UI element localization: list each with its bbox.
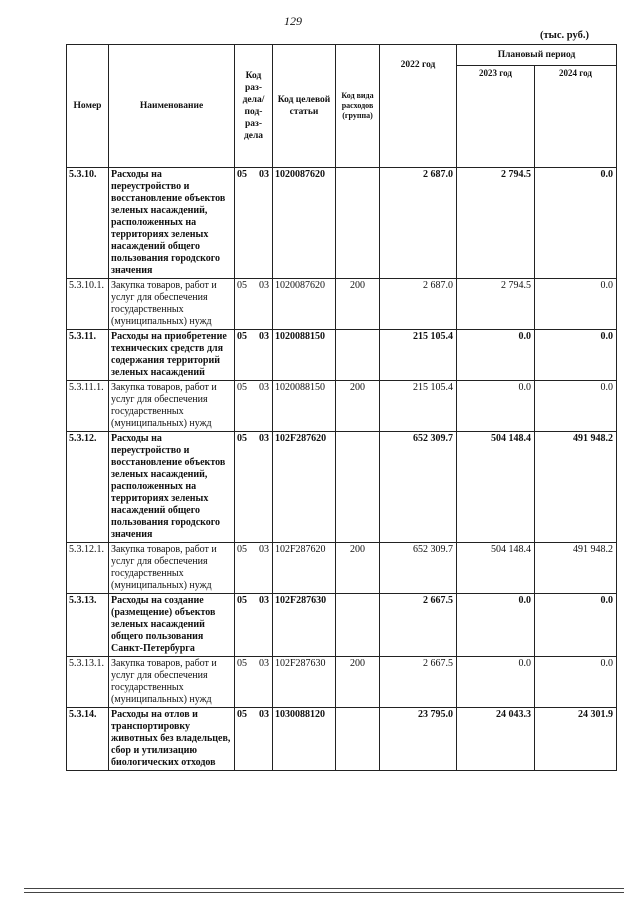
row-value-2024: 0.0: [535, 594, 617, 657]
row-value-2024: 491 948.2: [535, 543, 617, 594]
header-target: Код целевой статьи: [273, 45, 336, 168]
row-number: 5.3.11.: [67, 330, 109, 381]
units-label: (тыс. руб.): [540, 30, 589, 41]
row-subsection-code: 03: [259, 280, 269, 291]
bottom-rule-second: [24, 892, 624, 893]
table-row: [67, 381, 617, 432]
row-subsection-code: 03: [259, 433, 269, 444]
row-name: Закупка товаров, работ и услуг для обеспечения государственных (муниципальных) нужд: [109, 657, 235, 708]
table-row: [67, 708, 617, 771]
row-number: 5.3.12.: [67, 432, 109, 543]
row-value-2023: 2 794.5: [457, 168, 535, 279]
row-target: 102F287620: [273, 432, 336, 543]
row-expense-type: [336, 594, 380, 657]
row-expense-type: [336, 708, 380, 771]
row-value-2022: 652 309.7: [380, 543, 457, 594]
row-expense-type: [336, 168, 380, 279]
row-section: [235, 432, 273, 543]
row-value-2023: 0.0: [457, 657, 535, 708]
row-subsection-code: 03: [259, 169, 269, 180]
row-section: [235, 657, 273, 708]
table-row: [67, 168, 617, 279]
bottom-rule: [24, 888, 624, 889]
row-name: Закупка товаров, работ и услуг для обеспечения государственных (муниципальных) нужд: [109, 543, 235, 594]
row-subsection-code: 03: [259, 382, 269, 393]
row-section: [235, 708, 273, 771]
row-section-code: 05: [237, 169, 247, 180]
row-subsection-code: 03: [259, 595, 269, 606]
row-expense-type: [336, 330, 380, 381]
row-section-code: 05: [237, 433, 247, 444]
row-subsection-code: 03: [259, 709, 269, 720]
row-number: 5.3.13.: [67, 594, 109, 657]
table-row: [67, 594, 617, 657]
row-value-2023: 24 043.3: [457, 708, 535, 771]
row-value-2022: 652 309.7: [380, 432, 457, 543]
row-value-2024: 491 948.2: [535, 432, 617, 543]
row-section-code: 05: [237, 709, 247, 720]
header-2023: 2023 год: [457, 65, 535, 168]
row-section: [235, 594, 273, 657]
header-planning-period: Плановый период: [457, 45, 617, 66]
row-section: [235, 279, 273, 330]
row-section-code: 05: [237, 544, 247, 555]
table-row: [67, 657, 617, 708]
row-value-2022: 215 105.4: [380, 381, 457, 432]
row-value-2023: 2 794.5: [457, 279, 535, 330]
row-section-code: 05: [237, 331, 247, 342]
row-value-2023: 504 148.4: [457, 543, 535, 594]
row-section-code: 05: [237, 382, 247, 393]
header-2024: 2024 год: [535, 65, 617, 168]
row-value-2024: 0.0: [535, 381, 617, 432]
row-section-code: 05: [237, 658, 247, 669]
row-number: 5.3.11.1.: [67, 381, 109, 432]
header-2022: 2022 год: [380, 45, 457, 168]
row-section-code: 05: [237, 280, 247, 291]
table-row: [67, 543, 617, 594]
row-target: 1020088150: [273, 330, 336, 381]
row-value-2022: 2 667.5: [380, 594, 457, 657]
row-value-2024: 0.0: [535, 657, 617, 708]
row-value-2022: 2 687.0: [380, 168, 457, 279]
row-section: [235, 543, 273, 594]
row-target: 102F287630: [273, 594, 336, 657]
row-target: 1020087620: [273, 279, 336, 330]
row-value-2023: 0.0: [457, 594, 535, 657]
row-value-2024: 0.0: [535, 279, 617, 330]
header-name: Наименование: [109, 45, 235, 168]
row-name: Расходы на переустройство и восстановление объектов зеленых насаждений, расположенных на территориях зеленых насаждений общего пользования городского значения: [109, 432, 235, 543]
row-value-2023: 0.0: [457, 330, 535, 381]
row-section: [235, 381, 273, 432]
row-name: Расходы на переустройство и восстановление объектов зеленых насаждений, расположенных на территориях зеленых насаждений общего пользования городского значения: [109, 168, 235, 279]
row-target: 1030088120: [273, 708, 336, 771]
row-value-2024: 0.0: [535, 168, 617, 279]
row-value-2024: 0.0: [535, 330, 617, 381]
header-number: Номер: [67, 45, 109, 168]
header-section: Код раз-дела/ под-раз-дела: [235, 45, 273, 168]
row-expense-type: [336, 432, 380, 543]
header-expense-type: Код вида расходов (группа): [336, 45, 380, 168]
row-number: 5.3.10.1.: [67, 279, 109, 330]
row-target: 1020088150: [273, 381, 336, 432]
row-subsection-code: 03: [259, 658, 269, 669]
row-value-2024: 24 301.9: [535, 708, 617, 771]
table-row: [67, 279, 617, 330]
row-section: [235, 330, 273, 381]
row-expense-type: 200: [336, 657, 380, 708]
row-section: [235, 168, 273, 279]
row-name: Расходы на создание (размещение) объектов зеленых насаждений общего пользования Санкт-Петербурга: [109, 594, 235, 657]
row-number: 5.3.12.1.: [67, 543, 109, 594]
row-expense-type: 200: [336, 381, 380, 432]
row-value-2022: 2 687.0: [380, 279, 457, 330]
row-value-2022: 215 105.4: [380, 330, 457, 381]
row-value-2022: 2 667.5: [380, 657, 457, 708]
row-value-2022: 23 795.0: [380, 708, 457, 771]
row-number: 5.3.10.: [67, 168, 109, 279]
page-number: 129: [284, 14, 302, 28]
row-name: Закупка товаров, работ и услуг для обеспечения государственных (муниципальных) нужд: [109, 279, 235, 330]
row-value-2023: 0.0: [457, 381, 535, 432]
row-subsection-code: 03: [259, 331, 269, 342]
row-target: 102F287620: [273, 543, 336, 594]
row-target: 102F287630: [273, 657, 336, 708]
row-number: 5.3.14.: [67, 708, 109, 771]
row-name: Закупка товаров, работ и услуг для обеспечения государственных (муниципальных) нужд: [109, 381, 235, 432]
row-expense-type: 200: [336, 279, 380, 330]
row-value-2023: 504 148.4: [457, 432, 535, 543]
table-row: [67, 432, 617, 543]
table-body: [67, 168, 617, 771]
row-expense-type: 200: [336, 543, 380, 594]
row-subsection-code: 03: [259, 544, 269, 555]
row-name: Расходы на приобретение технических средств для содержания территорий зеленых насаждений: [109, 330, 235, 381]
row-section-code: 05: [237, 595, 247, 606]
budget-table: [66, 44, 617, 771]
row-name: Расходы на отлов и транспортировку животных без владельцев, сбор и утилизацию биологических отходов: [109, 708, 235, 771]
row-number: 5.3.13.1.: [67, 657, 109, 708]
table-row: [67, 330, 617, 381]
row-target: 1020087620: [273, 168, 336, 279]
table-header: [67, 45, 617, 168]
